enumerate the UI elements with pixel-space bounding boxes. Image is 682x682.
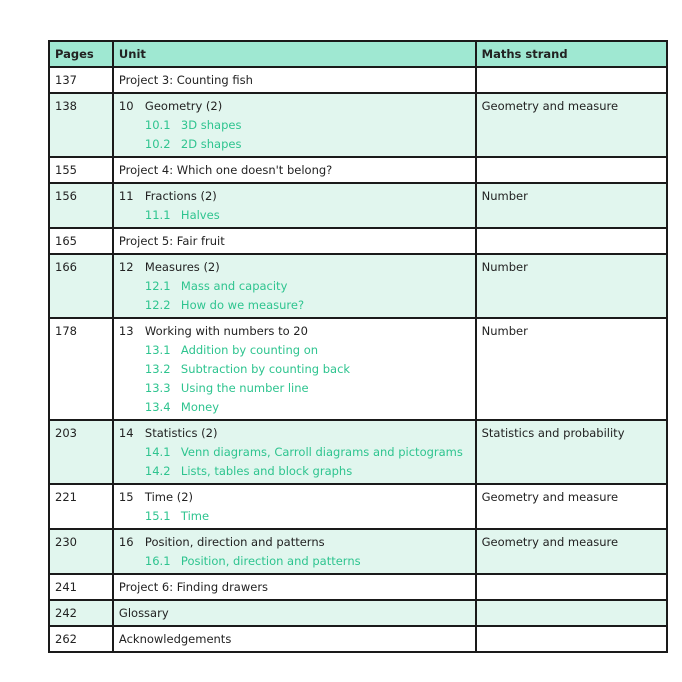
page-cell: 155 [49,157,113,183]
strand-cell: Geometry and measure [476,529,667,574]
subunit [119,360,470,379]
unit-title: Measures (2) [144,260,220,274]
unit-title: Acknowledgements [118,632,232,646]
page-cell: 241 [49,574,113,600]
unit-title: Project 5: Fair fruit [118,234,225,248]
strand-cell [476,600,667,626]
subunit-title: Time [180,509,210,523]
unit-cell [113,93,476,157]
page-cell: 178 [49,318,113,420]
unit-title: Project 3: Counting fish [118,73,253,87]
header-row [49,41,667,67]
strand-cell [476,626,667,652]
table-row [49,93,667,157]
table-row [49,484,667,529]
page-cell: 156 [49,183,113,228]
strand-cell [476,228,667,254]
table-row [49,157,667,183]
unit-number: 15 [118,490,134,504]
subunit-number: 12.2 [144,298,171,312]
unit-number: 14 [118,426,134,440]
subunit-title: Addition by counting on [180,343,319,357]
unit-cell [113,183,476,228]
table-row [49,529,667,574]
strand-cell: Geometry and measure [476,93,667,157]
table-row [49,228,667,254]
strand-cell: Number [476,318,667,420]
subunit-title: 2D shapes [180,137,242,151]
page-cell: 221 [49,484,113,529]
subunit [119,552,470,571]
table-row [49,574,667,600]
subunit-number: 14.1 [144,445,171,459]
strand-cell [476,574,667,600]
unit-cell [113,626,476,652]
unit-cell [113,574,476,600]
subunit-title: Halves [180,208,220,222]
subunit-title: Lists, tables and block graphs [180,464,353,478]
table-row [49,67,667,93]
unit-title: Working with numbers to 20 [144,324,308,338]
page-cell: 262 [49,626,113,652]
strand-cell: Statistics and probability [476,420,667,484]
subunit-title: Subtraction by counting back [180,362,351,376]
subunit [119,277,470,296]
subunit-number: 13.2 [144,362,171,376]
subunit [119,462,470,481]
contents-table [48,40,668,653]
unit-title: Geometry (2) [144,99,223,113]
unit-title: Position, direction and patterns [144,535,325,549]
subunit-number: 12.1 [144,279,171,293]
unit-number: 12 [118,260,134,274]
header-unit: Unit [113,41,476,67]
subunit-title: How do we measure? [180,298,305,312]
subunit-number: 13.4 [144,400,171,414]
subunit [119,135,470,154]
strand-cell: Number [476,254,667,318]
subunit-number: 10.1 [144,118,171,132]
unit-cell [113,157,476,183]
subunit-number: 14.2 [144,464,171,478]
header-strand: Maths strand [476,41,667,67]
subunit [119,507,470,526]
table-row [49,254,667,318]
unit-title: Glossary [118,606,169,620]
strand-cell [476,67,667,93]
unit-cell [113,228,476,254]
subunit-title: Venn diagrams, Carroll diagrams and pictograms [180,445,463,459]
unit-title: Statistics (2) [144,426,218,440]
strand-cell: Number [476,183,667,228]
subunit-title: Money [180,400,220,414]
subunit-title: Position, direction and patterns [180,554,361,568]
unit-cell [113,420,476,484]
unit-number: 13 [118,324,134,338]
subunit-number: 13.1 [144,343,171,357]
unit-number: 11 [118,189,134,203]
subunit [119,116,470,135]
unit-number: 16 [118,535,134,549]
page-cell: 137 [49,67,113,93]
subunit-title: 3D shapes [180,118,242,132]
table-row [49,600,667,626]
subunit [119,398,470,417]
page-cell: 165 [49,228,113,254]
subunit-number: 15.1 [144,509,171,523]
page-cell: 203 [49,420,113,484]
unit-title: Time (2) [144,490,194,504]
unit-number: 10 [118,99,134,113]
page-cell: 166 [49,254,113,318]
page-cell: 230 [49,529,113,574]
unit-cell [113,529,476,574]
subunit [119,341,470,360]
subunit-number: 11.1 [144,208,171,222]
strand-cell: Geometry and measure [476,484,667,529]
unit-title: Project 6: Finding drawers [118,580,269,594]
table-row [49,318,667,420]
page-cell: 242 [49,600,113,626]
unit-title: Fractions (2) [144,189,217,203]
subunit-title: Using the number line [180,381,309,395]
unit-cell [113,318,476,420]
table-row [49,626,667,652]
page-cell: 138 [49,93,113,157]
subunit [119,206,470,225]
subunit-number: 10.2 [144,137,171,151]
subunit [119,443,470,462]
header-pages: Pages [49,41,113,67]
unit-title: Project 4: Which one doesn't belong? [118,163,333,177]
subunit-number: 16.1 [144,554,171,568]
unit-cell [113,600,476,626]
subunit [119,296,470,315]
unit-cell [113,67,476,93]
subunit-number: 13.3 [144,381,171,395]
unit-cell [113,254,476,318]
table-row [49,183,667,228]
table-row [49,420,667,484]
subunit [119,379,470,398]
subunit-title: Mass and capacity [180,279,288,293]
strand-cell [476,157,667,183]
unit-cell [113,484,476,529]
